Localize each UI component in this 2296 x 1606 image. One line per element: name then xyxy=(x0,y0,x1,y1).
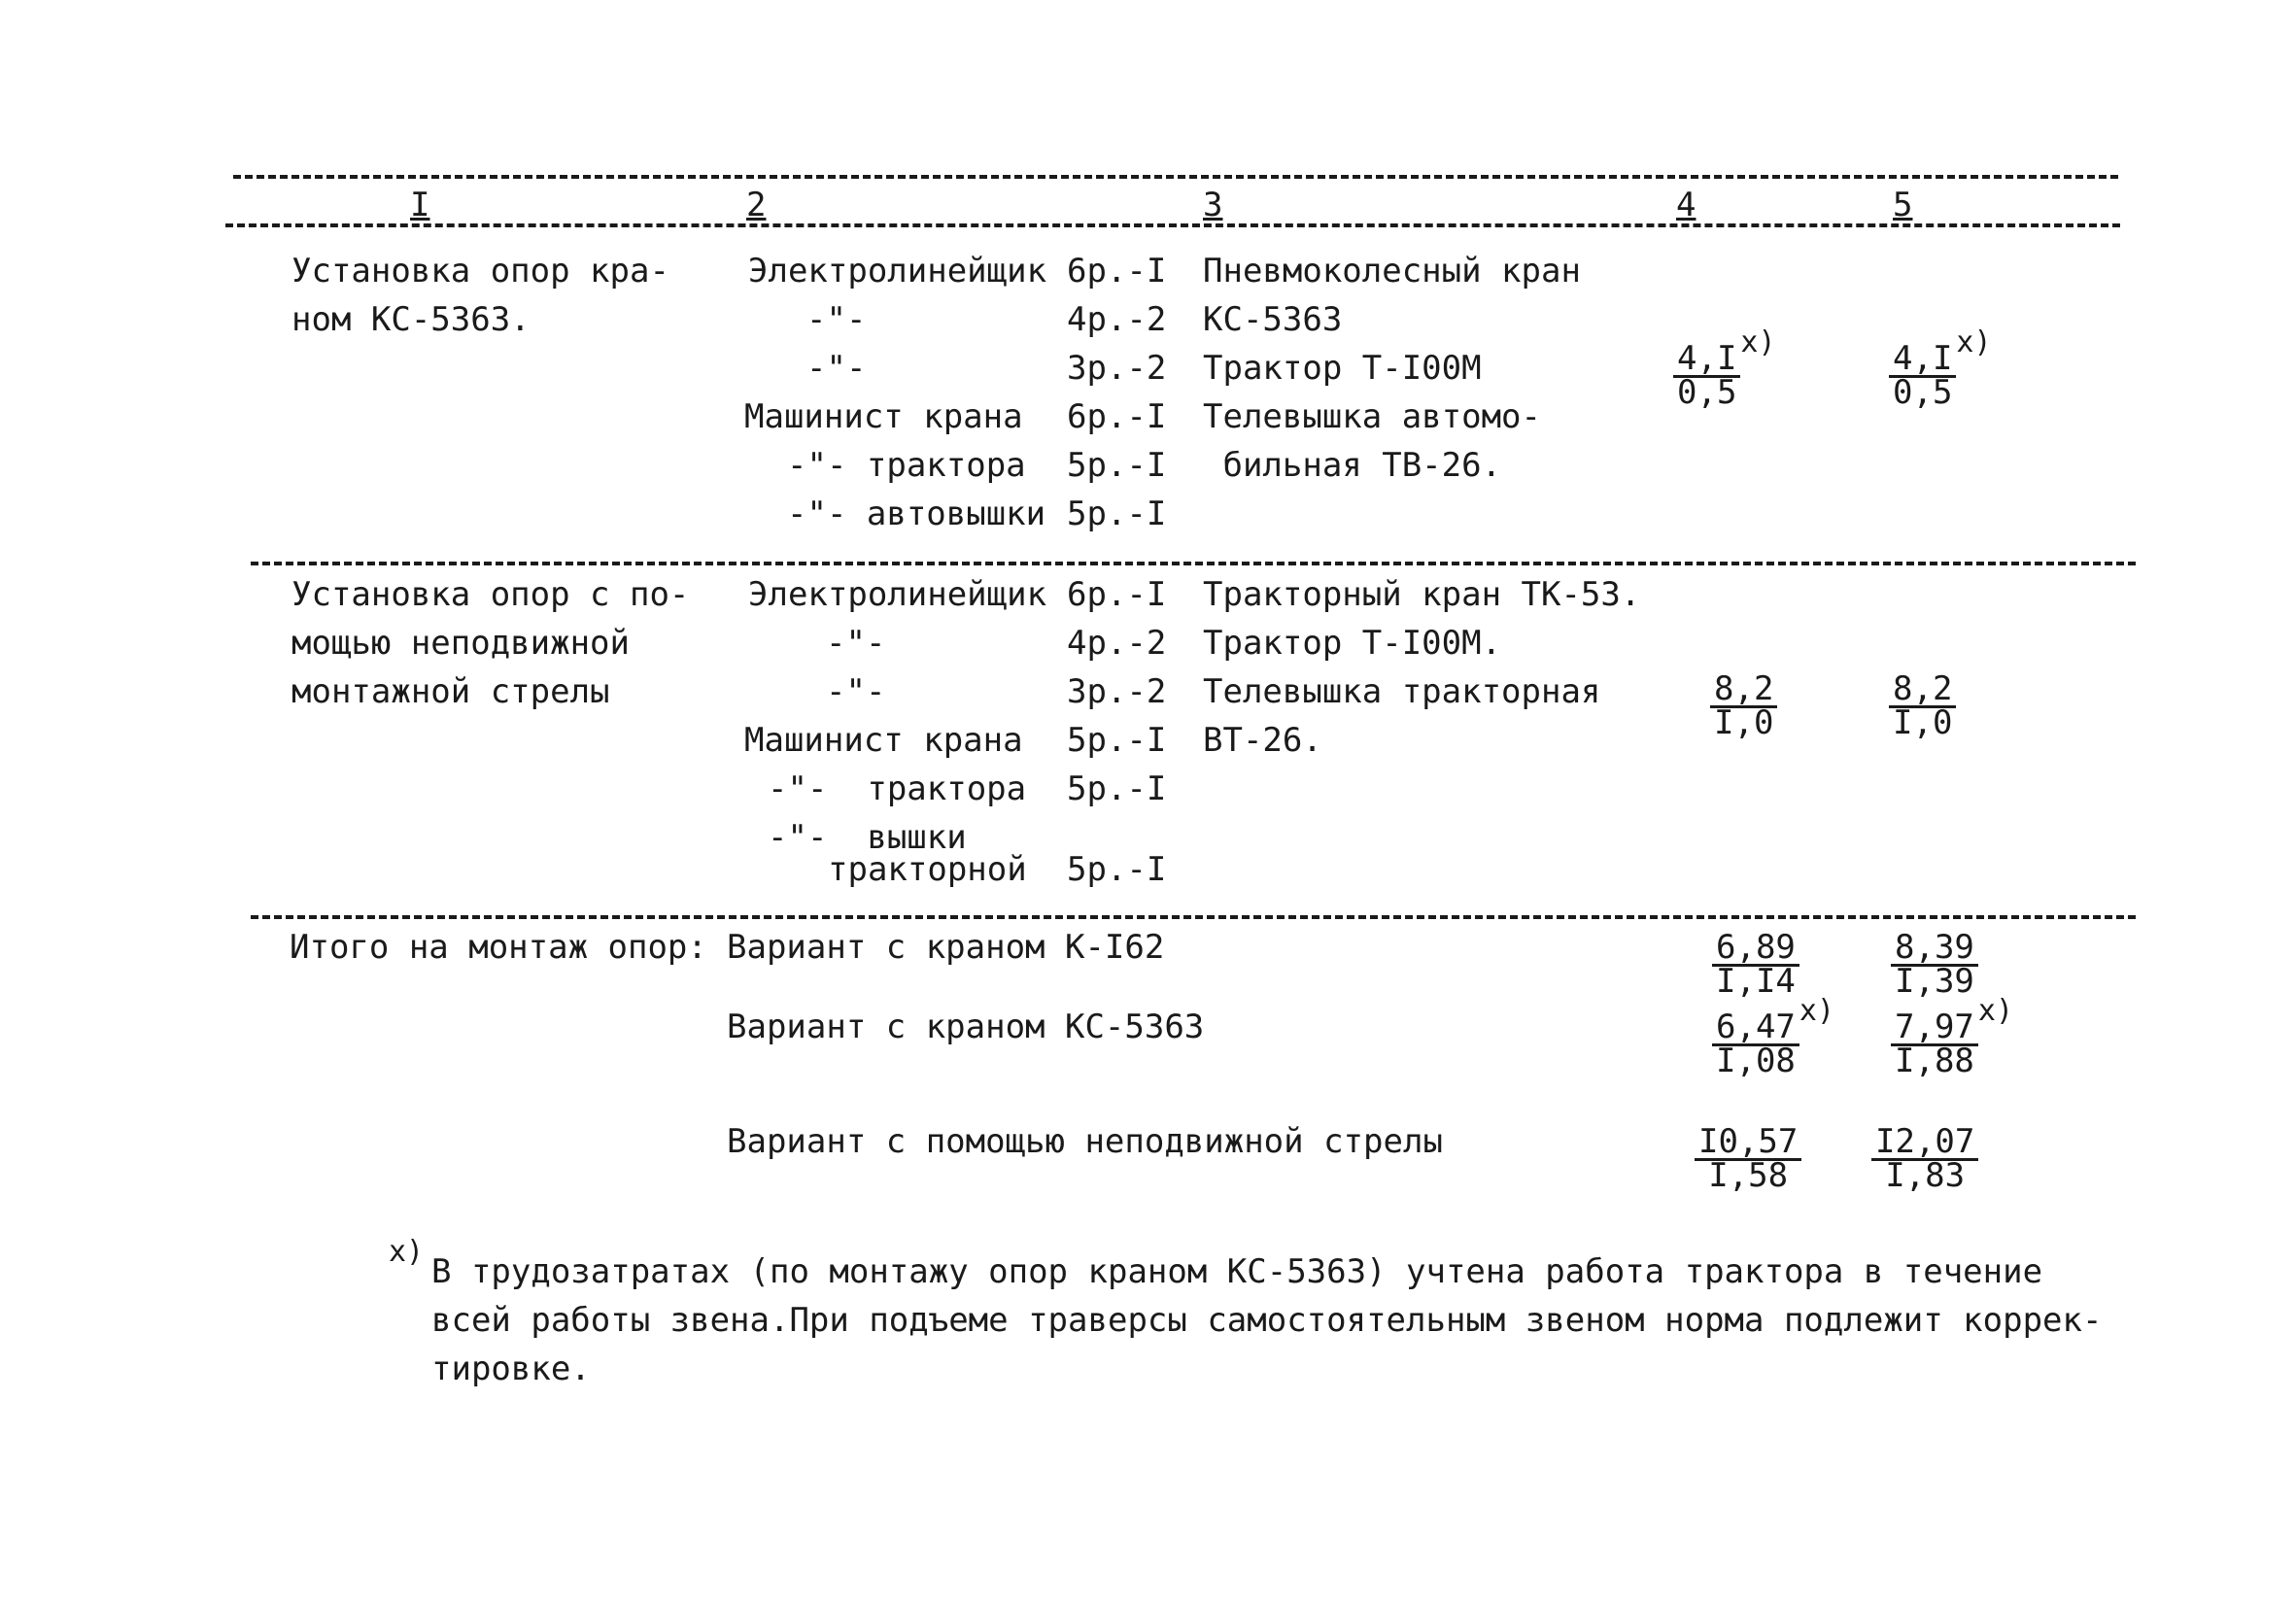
footnote-line-2: всей работы звена.При подъеме траверсы самостоятельным звеном норма подлежит коррек- xyxy=(431,1301,2103,1340)
row2-grade-5: 5р.-I xyxy=(1067,769,1167,808)
row2-worker-6: -"- вышки xyxy=(768,818,967,857)
variant1-col5-denominator: I,39 xyxy=(1895,962,1974,1001)
row1-col5-footnote-mark: x) xyxy=(1956,325,1992,359)
col-header-1: I xyxy=(410,186,430,224)
variant1-col4-numerator: 6,89 xyxy=(1712,931,1799,967)
row1-col4-footnote-mark: x) xyxy=(1740,325,1776,359)
row2-work-line-2: мощью неподвижной xyxy=(291,624,630,663)
row2-grade-1: 6р.-I xyxy=(1067,575,1167,614)
variant3-col4-value xyxy=(1695,1122,1801,1195)
row1-grade-2: 4р.-2 xyxy=(1067,300,1167,339)
row2-grade-4: 5р.-I xyxy=(1067,721,1167,760)
row1-work-line-1: Установка опор кра- xyxy=(291,252,669,290)
header-top-rule xyxy=(233,175,2118,179)
row1-col4-denominator: 0,5 xyxy=(1677,373,1737,412)
row2-machine-1: Тракторный кран ТК-53. xyxy=(1203,575,1641,614)
header-bottom-rule xyxy=(225,223,2120,227)
variant1-col5-value xyxy=(1891,928,1978,1001)
footnote-line-3: тировке. xyxy=(431,1350,591,1388)
col-header-5: 5 xyxy=(1893,186,1913,224)
row2-col5-denominator: I,0 xyxy=(1893,703,1953,742)
row2-worker-7: тракторной xyxy=(828,850,1027,889)
row1-machine-5: бильная ТВ-26. xyxy=(1203,446,1502,485)
variant1-col4-denominator: I,I4 xyxy=(1716,962,1796,1001)
row2-machine-2: Трактор Т-I00M. xyxy=(1203,624,1502,663)
row2-col4-value xyxy=(1710,669,1777,742)
row1-machine-1: Пневмоколесный кран xyxy=(1203,252,1581,290)
row1-work-line-2: ном КС-5363. xyxy=(291,300,531,339)
row1-col4-value xyxy=(1673,325,1776,412)
row1-worker-2: -"- xyxy=(806,300,867,339)
row2-machine-4: ВТ-26. xyxy=(1203,721,1322,760)
row1-machine-4: Телевышка автомо- xyxy=(1203,397,1541,436)
col-header-2: 2 xyxy=(746,186,767,224)
row2-col4-denominator: I,0 xyxy=(1714,703,1774,742)
variant2-col4-value xyxy=(1712,994,1835,1080)
row2-worker-5: -"- трактора xyxy=(768,769,1027,808)
row1-worker-3: -"- xyxy=(806,349,867,388)
row1-col4-numerator: 4,I xyxy=(1673,342,1740,378)
col-header-4: 4 xyxy=(1676,186,1696,224)
row1-worker-5: -"- трактора xyxy=(787,446,1026,485)
variant3-col5-value xyxy=(1871,1122,1978,1195)
row2-work-line-1: Установка опор с по- xyxy=(291,575,690,614)
row-separator-2 xyxy=(251,915,2136,919)
variant2-col5-numerator: 7,97 xyxy=(1891,1010,1978,1046)
row1-machine-3: Трактор Т-I00M xyxy=(1203,349,1482,388)
row2-machine-3: Телевышка тракторная xyxy=(1203,672,1601,711)
row1-col5-denominator: 0,5 xyxy=(1893,373,1953,412)
totals-variant-1-label: Вариант с краном К-I62 xyxy=(727,928,1165,967)
row2-col4-numerator: 8,2 xyxy=(1710,672,1777,708)
row1-worker-4: Машинист крана xyxy=(744,397,1023,436)
variant2-col4-numerator: 6,47 xyxy=(1712,1010,1799,1046)
row2-col5-value xyxy=(1889,669,1956,742)
row1-worker-6: -"- автовышки xyxy=(787,495,1046,533)
row1-col5-value xyxy=(1889,325,1992,412)
variant2-col4-denominator: I,08 xyxy=(1716,1042,1796,1080)
row2-worker-4: Машинист крана xyxy=(744,721,1023,760)
totals-variant-3-label: Вариант с помощью неподвижной стрелы xyxy=(727,1122,1443,1161)
row2-grade-2: 4р.-2 xyxy=(1067,624,1167,663)
row1-grade-6: 5р.-I xyxy=(1067,495,1167,533)
row1-col5-numerator: 4,I xyxy=(1889,342,1956,378)
totals-variant-2-label: Вариант с краном КС-5363 xyxy=(727,1008,1205,1046)
variant3-col4-numerator: I0,57 xyxy=(1695,1125,1801,1161)
variant3-col5-denominator: I,83 xyxy=(1885,1156,1966,1195)
variant2-col5-denominator: I,88 xyxy=(1895,1042,1974,1080)
col-header-3: 3 xyxy=(1203,186,1223,224)
row2-col5-numerator: 8,2 xyxy=(1889,672,1956,708)
variant1-col5-numerator: 8,39 xyxy=(1891,931,1978,967)
variant2-col5-footnote-mark: x) xyxy=(1977,994,2014,1028)
row1-worker-1: Электролинейщик xyxy=(748,252,1047,290)
variant2-col4-footnote-mark: x) xyxy=(1799,994,1835,1028)
row1-grade-5: 5р.-I xyxy=(1067,446,1167,485)
footnote-line-1: В трудозатратах (по монтажу опор краном КС-5363) учтена работа трактора в течение xyxy=(431,1252,2043,1291)
footnote-mark: x) xyxy=(389,1235,425,1269)
variant3-col4-denominator: I,58 xyxy=(1708,1156,1789,1195)
row1-grade-4: 6р.-I xyxy=(1067,397,1167,436)
row1-machine-2: КС-5363 xyxy=(1203,300,1343,339)
variant2-col5-value xyxy=(1891,994,2014,1080)
row2-grade-3: 3р.-2 xyxy=(1067,672,1167,711)
row1-grade-3: 3р.-2 xyxy=(1067,349,1167,388)
row2-worker-3: -"- xyxy=(826,672,886,711)
variant1-col4-value xyxy=(1712,928,1799,1001)
totals-label: Итого на монтаж опор: xyxy=(290,928,707,967)
row-separator-1 xyxy=(251,562,2136,565)
row2-worker-1: Электролинейщик xyxy=(748,575,1047,614)
row2-worker-2: -"- xyxy=(826,624,886,663)
row1-grade-1: 6р.-I xyxy=(1067,252,1167,290)
row2-grade-6: 5р.-I xyxy=(1067,850,1167,889)
row2-work-line-3: монтажной стрелы xyxy=(291,672,610,711)
variant3-col5-numerator: I2,07 xyxy=(1871,1125,1978,1161)
